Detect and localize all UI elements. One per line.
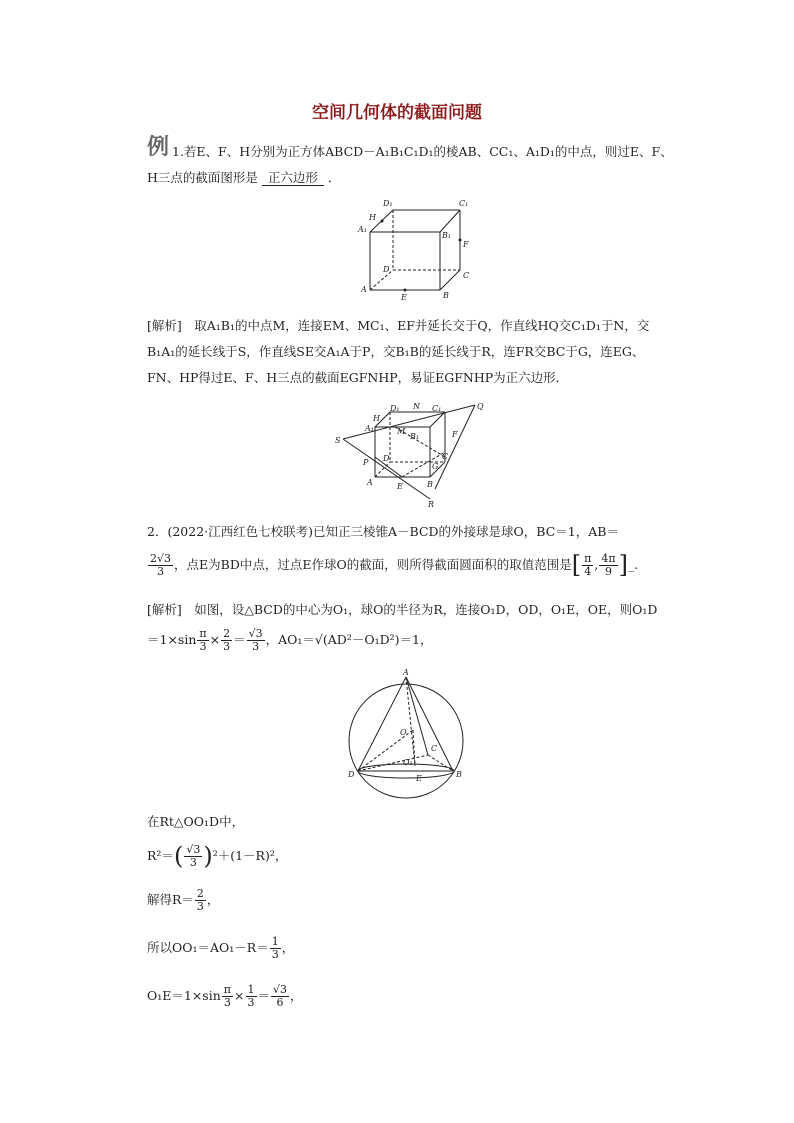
paren-right: ) (203, 842, 213, 870)
label-a: A (361, 285, 367, 294)
pi-over-3 (197, 628, 208, 653)
solve-r-text: 解得R＝ (147, 892, 194, 907)
example-mark: 例 (147, 134, 170, 160)
o1d-expr: ＝1×sin (147, 632, 197, 647)
frac-num: 2 (223, 626, 231, 640)
analysis2-line2 (147, 622, 432, 658)
label-c-3: C (431, 744, 438, 753)
r-squared: R²＝ (147, 848, 174, 863)
step-rt-triangle: 在Rt△OO₁D中， (147, 814, 245, 829)
equals: ＝ (233, 632, 246, 647)
figure-sphere-pyramid (343, 665, 468, 805)
label-q: Q (477, 402, 484, 411)
times: × (209, 632, 221, 647)
frac-num: √3 (186, 842, 201, 856)
range-end: _. (627, 557, 639, 572)
comma: ， (281, 940, 295, 955)
ab-denominator: 3 (157, 564, 164, 578)
label-p: P (363, 458, 369, 467)
figure-cube-section (335, 397, 495, 509)
problem2-line2 (147, 548, 638, 582)
label-b: B (443, 291, 449, 300)
point-f (459, 239, 462, 242)
point-h (381, 220, 384, 223)
label-o1: O₁ (403, 758, 413, 767)
label-b1: B₁ (442, 231, 452, 240)
label-a1: A₁ (358, 225, 367, 234)
step-equation (147, 838, 287, 874)
range-upper-num: 4π (601, 551, 616, 565)
analysis1-line3: FN、HP得过E、F、H三点的截面EGFNHP，易证EGFNHP为正六边形． (147, 370, 569, 385)
oo1-text: 所以OO₁＝AO₁－R＝ (147, 940, 269, 955)
range-upper (599, 553, 617, 578)
problem1-line1: 1.若E、F、H分别为正方体ABCD－A₁B₁C₁D₁的棱AB、CC₁、A₁D₁的中点，则过E、F、 (172, 144, 673, 159)
two-over-3-b (195, 888, 206, 913)
problem1-answer: 正六边形 (262, 170, 324, 186)
label-f: F (463, 240, 469, 249)
label-b1-2: B₁ (410, 432, 420, 441)
label-g: G (432, 462, 439, 471)
label-a1-2: A₁ (365, 424, 374, 433)
range-lower-num: π (584, 551, 592, 565)
label-d-3: D (348, 770, 355, 779)
label-s: S (335, 436, 341, 445)
label-a-3: A (403, 668, 409, 677)
range-lower (582, 553, 593, 578)
analysis1-line2: B₁A₁的延长线于S，作直线SE交A₁A于P，交B₁B的延长线于R，连FR交BC于G，连EG、 (147, 344, 645, 359)
comma: ， (290, 988, 303, 1003)
frac-num: √3 (248, 626, 263, 640)
frac-num: π (199, 626, 207, 640)
label-c1: C₁ (459, 199, 469, 208)
label-n: N (413, 402, 420, 411)
label-b-2: B (427, 480, 433, 489)
label-d: D (383, 265, 390, 274)
label-h: H (369, 213, 376, 222)
sqrt3-over-3-b (184, 844, 202, 869)
label-m: M (397, 427, 406, 436)
o1e-text: O₁E＝1×sin (147, 988, 221, 1003)
label-a-2: A (367, 478, 373, 487)
frac-num: 1 (247, 982, 255, 996)
step-oo1 (147, 930, 294, 966)
one-over-3-b (246, 984, 257, 1009)
equation-rest: ²＋(1－R)²， (212, 848, 288, 863)
label-e: E (401, 293, 407, 300)
analysis2-line1: [解析] 如图，设△BCD的中心为O₁，球O的半径为R，连接O₁D，OD，O₁E，OE，则O₁D (147, 602, 658, 617)
ab-fraction (148, 553, 173, 578)
step-solve-r (147, 882, 219, 918)
label-c: C (463, 271, 470, 280)
frac-den: 3 (252, 639, 260, 653)
analysis1-line1: [解析] 取A₁B₁的中点M，连接EM、MC₁、EF并延长交于Q，作直线HQ交C₁D₁于N，交 (147, 318, 650, 333)
problem1-prefix: H三点的截面图形是 (147, 170, 258, 185)
ao1-expr: ，AO₁＝√(AD²－O₁D²)＝1， (265, 632, 433, 647)
frac-den: 6 (276, 995, 284, 1009)
point-e (404, 289, 407, 292)
frac-den: 3 (247, 995, 255, 1009)
label-d1-2: D₁ (390, 404, 400, 413)
sqrt3-over-6 (271, 984, 289, 1009)
label-r: R (428, 500, 435, 509)
problem2-text: ，点E为BD中点，过点E作球O的截面，则所得截面圆面积的取值范围是 (174, 557, 572, 572)
frac-num: √3 (273, 982, 288, 996)
step-o1e (147, 978, 303, 1014)
range-comma: , (594, 557, 599, 572)
frac-den: 3 (196, 899, 204, 913)
frac-den: 3 (223, 995, 231, 1009)
label-d-2: D (383, 454, 390, 463)
pi-over-3-b (222, 984, 233, 1009)
label-o: O (400, 728, 407, 737)
times: × (234, 988, 245, 1003)
label-e-3: E (416, 774, 422, 783)
comma: ， (206, 892, 220, 907)
frac-den: 3 (271, 947, 279, 961)
range-bracket-left: [ (571, 551, 582, 579)
frac-num: 1 (271, 934, 279, 948)
paren-left: ( (173, 842, 184, 870)
label-c1-2: C₁ (432, 404, 442, 413)
problem1-suffix: ． (327, 170, 341, 185)
frac-den: 3 (199, 639, 207, 653)
label-h-2: H (373, 414, 380, 423)
range-upper-den: 9 (604, 564, 612, 578)
two-over-3 (221, 628, 232, 653)
figure-cube (355, 190, 475, 300)
label-b-3: B (456, 770, 462, 779)
frac-num: π (223, 982, 232, 996)
page-title: 空间几何体的截面问题 (312, 103, 482, 123)
label-e-2: E (397, 482, 403, 491)
label-f-2: F (452, 430, 458, 439)
range-bracket-right: ] (618, 551, 628, 579)
range-lower-den: 4 (584, 564, 592, 578)
problem1-line2 (147, 170, 340, 186)
problem2-line1: 2．(2022·江西红色七校联考)已知正三棱锥A－BCD的外接球是球O，BC＝1，AB＝ (147, 524, 619, 539)
label-c-2: C (442, 452, 449, 461)
label-d1: D₁ (383, 199, 393, 208)
equals: ＝ (257, 988, 271, 1003)
ab-numerator: 2√3 (150, 551, 172, 565)
frac-num: 2 (196, 886, 204, 900)
frac-den: 3 (189, 855, 197, 869)
one-over-3 (270, 936, 281, 961)
frac-den: 3 (223, 639, 231, 653)
sqrt3-over-3 (247, 628, 265, 653)
